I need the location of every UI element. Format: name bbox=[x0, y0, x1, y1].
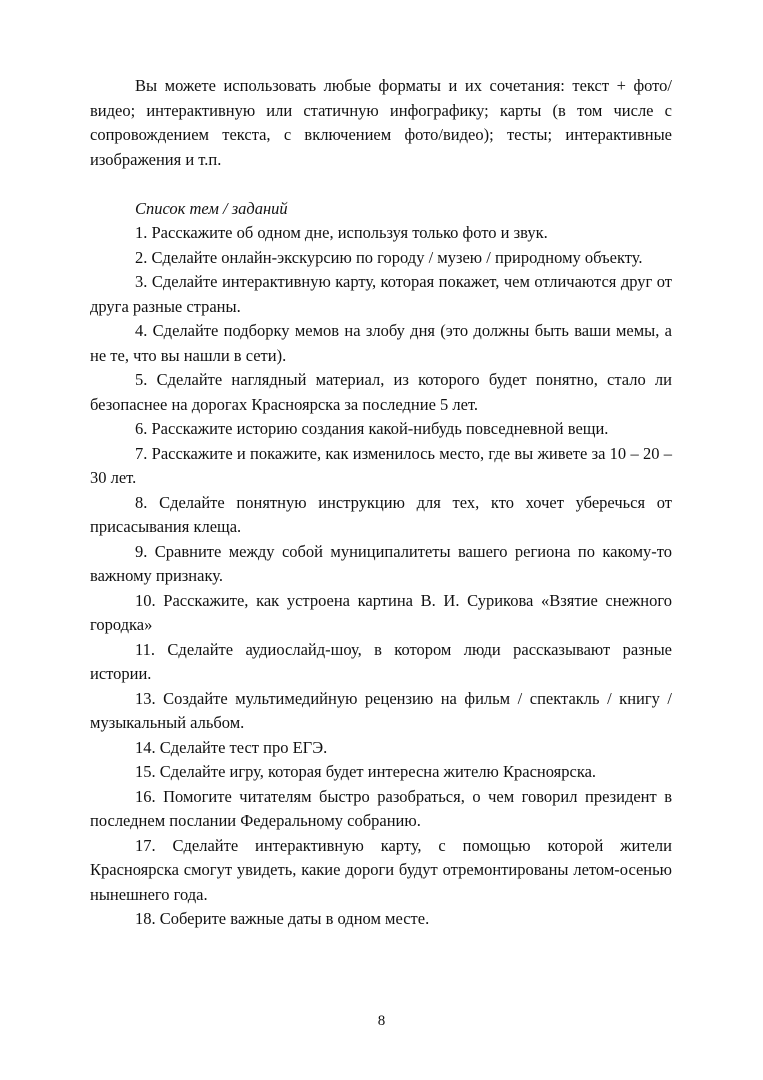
list-item: 13. Создайте мультимедийную рецензию на фильм / спектакль / книгу / музыкальный альбом. bbox=[90, 688, 672, 732]
list-item: 11. Сделайте аудиослайд-шоу, в котором люди рассказывают разные истории. bbox=[90, 639, 672, 683]
list-item: 17. Сделайте интерактивную карту, с помощью которой жители Красноярска смогут увидеть, какие дороги будут отремонтированы летом-осенью нынешнего года. bbox=[90, 835, 672, 904]
intro-paragraph: Вы можете использовать любые форматы и их сочетания: текст + фото/видео; интерактивную или статичную инфографику; карты (в том числе с сопровождением текста, с включением фото/видео); тесты; интерактивные изображения и т.п. bbox=[90, 76, 672, 169]
list-item: 8. Сделайте понятную инструкцию для тех, кто хочет уберечься от присасывания клеща. bbox=[90, 492, 672, 536]
list-item: 7. Расскажите и покажите, как изменилось место, где вы живете за 10 – 20 – 30 лет. bbox=[90, 443, 672, 487]
list-item: 4. Сделайте подборку мемов на злобу дня (это должны быть ваши мемы, а не те, что вы нашли в сети). bbox=[90, 321, 672, 365]
page-number: 8 bbox=[377, 1013, 386, 1029]
list-item: 5. Сделайте наглядный материал, из которого будет понятно, стало ли безопаснее на дорогах Красноярска за последние 5 лет. bbox=[90, 370, 672, 414]
list-item: 3. Сделайте интерактивную карту, которая покажет, чем отличаются друг от друга разные страны. bbox=[90, 272, 672, 316]
list-item: 16. Помогите читателям быстро разобраться, о чем говорил президент в последнем послании Федеральному собранию. bbox=[90, 786, 672, 830]
list-item: 14. Сделайте тест про ЕГЭ. bbox=[135, 737, 328, 757]
list-item: 1. Расскажите об одном дне, используя только фото и звук. bbox=[135, 223, 548, 242]
list-item: 15. Сделайте игру, которая будет интересна жителю Красноярска. bbox=[135, 762, 597, 781]
list-heading: Список тем / заданий bbox=[135, 198, 288, 218]
task-list bbox=[90, 221, 672, 932]
list-item: 9. Сравните между собой муниципалитеты вашего региона по какому-то важному признаку. bbox=[90, 541, 672, 585]
list-item: 10. Расскажите, как устроена картина В. И. Сурикова «Взятие снежного городка» bbox=[90, 590, 672, 634]
page-body bbox=[90, 74, 672, 932]
list-item: 18. Соберите важные даты в одном месте. bbox=[135, 909, 430, 928]
list-item: 6. Расскажите историю создания какой-нибудь повседневной вещи. bbox=[135, 419, 609, 438]
list-item: 2. Сделайте онлайн-экскурсию по городу / музею / природному объекту. bbox=[135, 247, 643, 267]
